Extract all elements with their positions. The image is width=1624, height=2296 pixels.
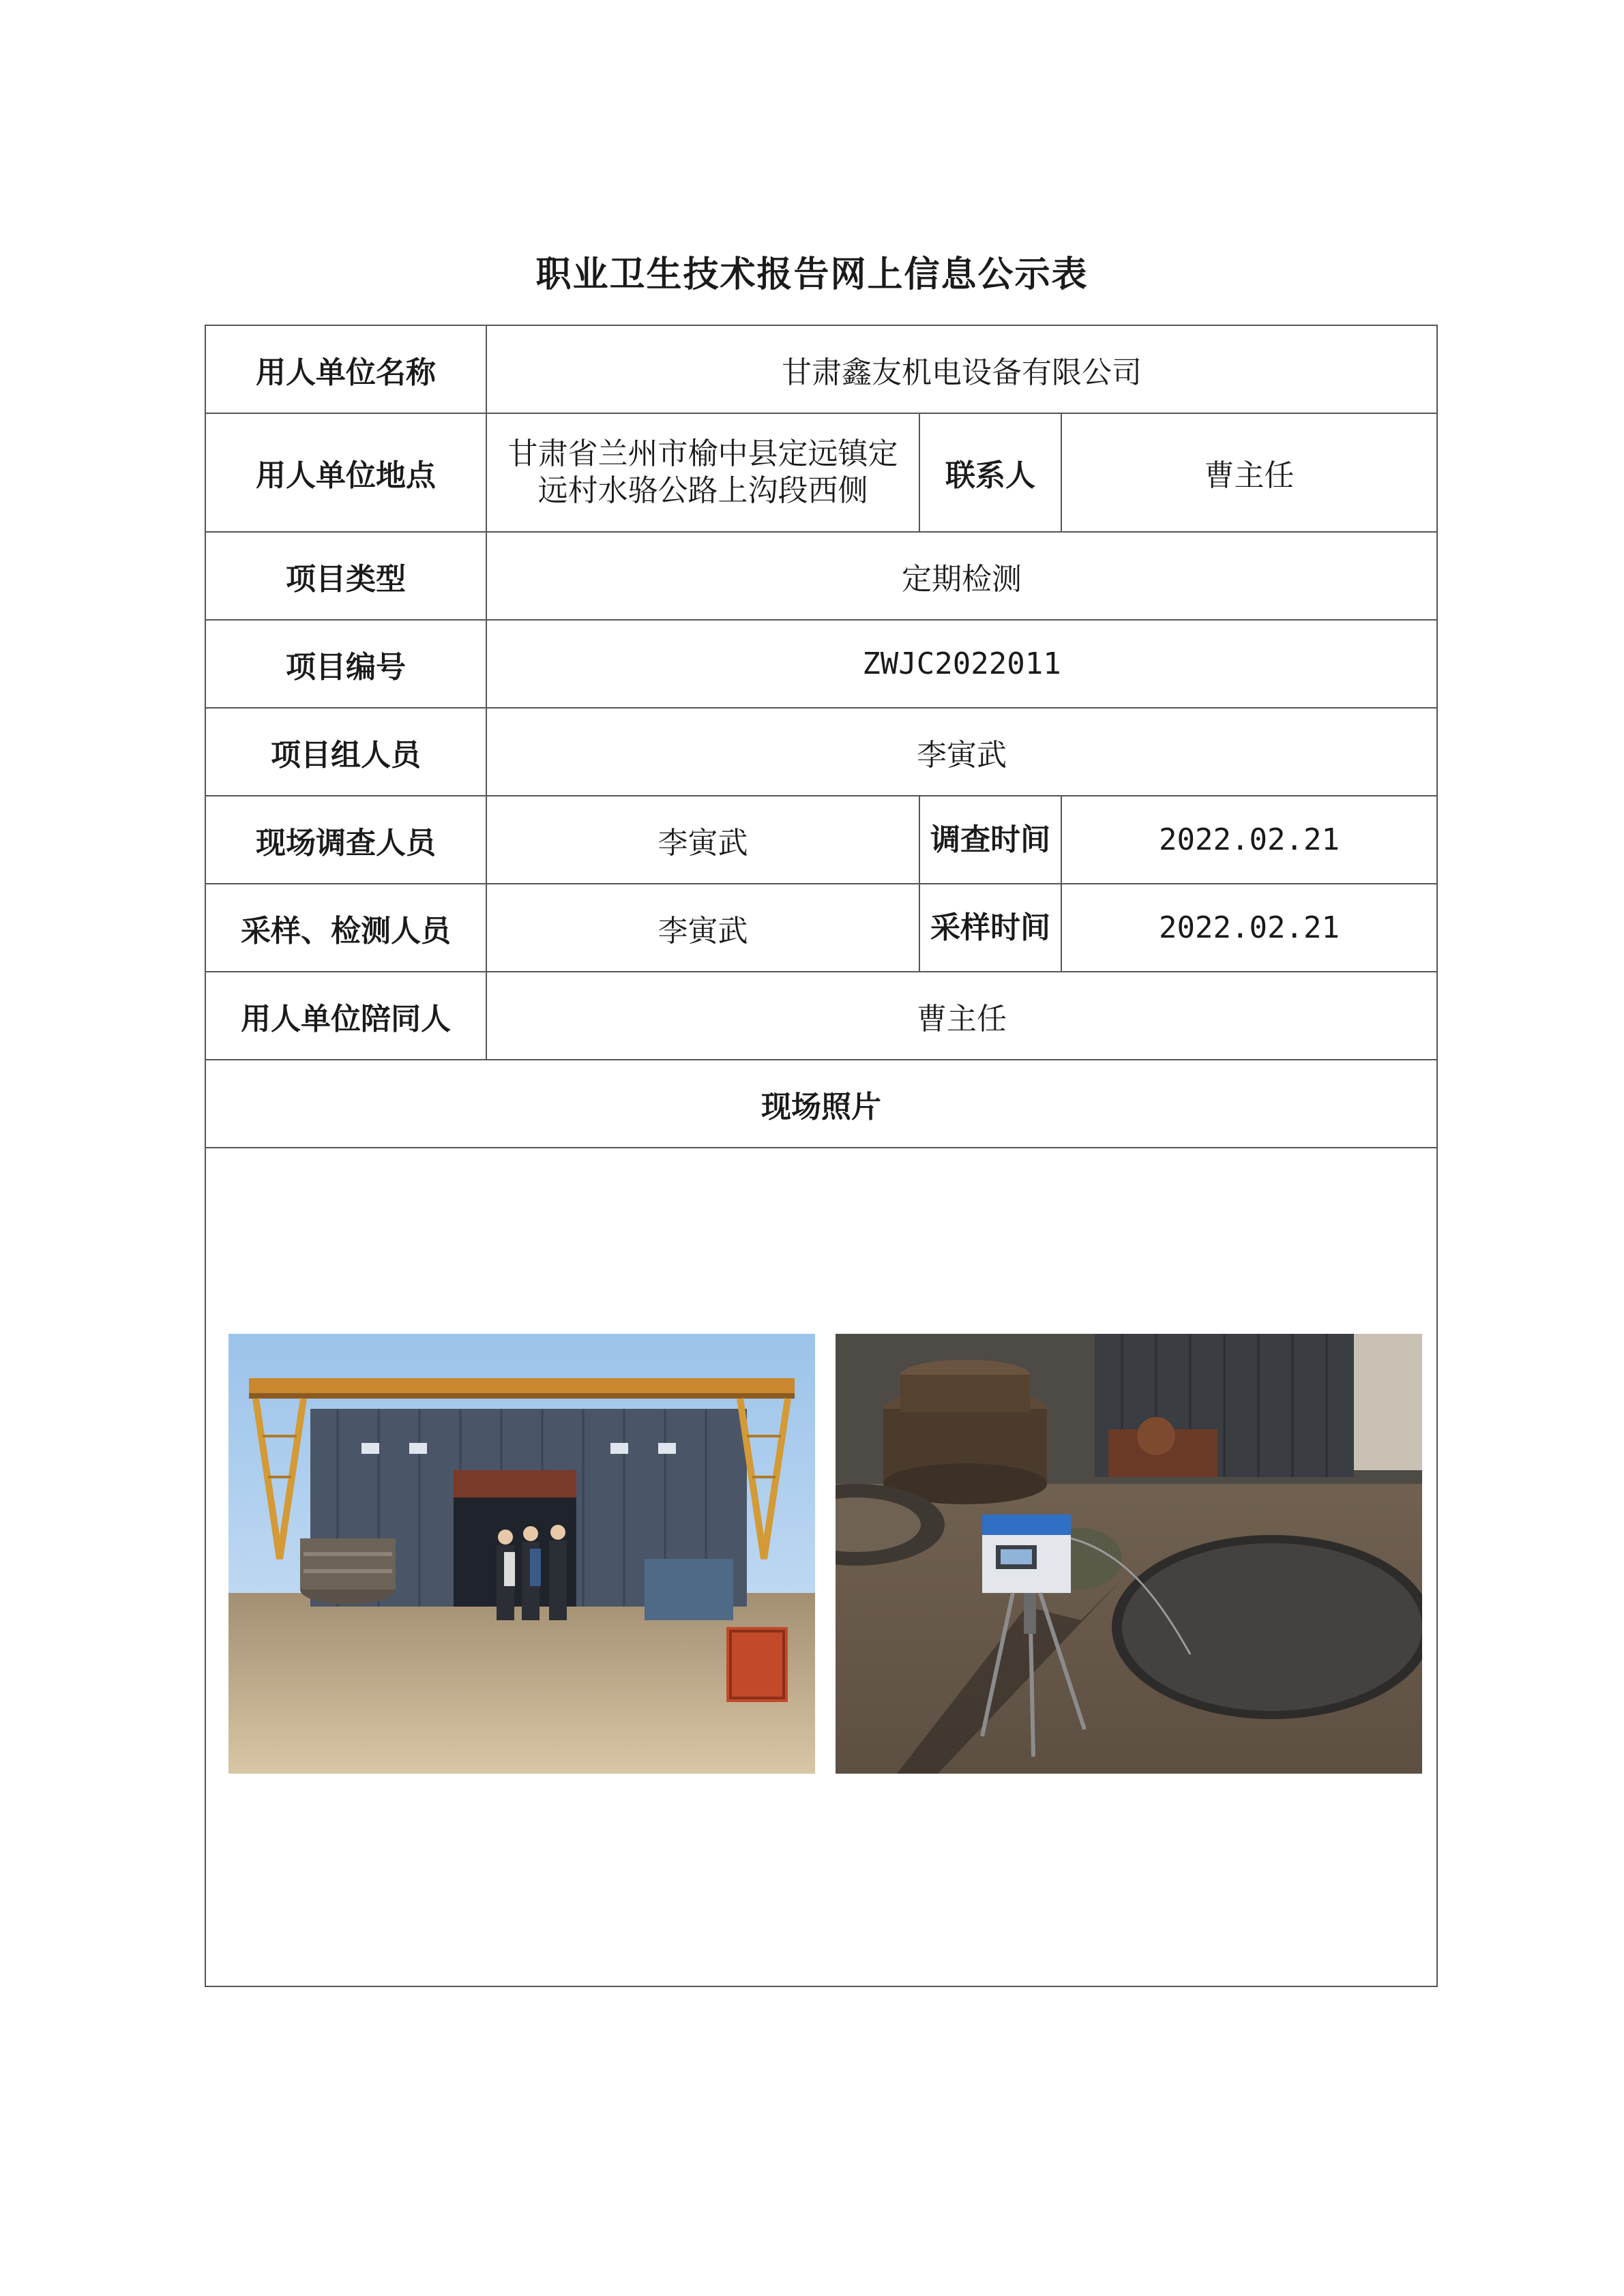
site-photo-sampling [836, 1334, 1422, 1774]
row-project-team [205, 708, 1437, 796]
site-photo-workshop [228, 1334, 815, 1774]
row-site-survey [205, 796, 1437, 884]
employer-name-label: 用人单位名称 [205, 325, 486, 413]
sampling-photo-image [836, 1334, 1422, 1774]
project-type-label: 项目类型 [205, 532, 486, 620]
sampling-time-value: 2022.02.21 [1061, 884, 1437, 972]
project-type-value: 定期检测 [486, 532, 1437, 620]
photos-cell [205, 1148, 1437, 1986]
site-survey-label: 现场调查人员 [205, 796, 486, 884]
escort-label: 用人单位陪同人 [205, 972, 486, 1060]
employer-name-value: 甘肃鑫友机电设备有限公司 [486, 325, 1437, 413]
survey-time-value: 2022.02.21 [1061, 796, 1437, 884]
page-title: 职业卫生技术报告网上信息公示表 [535, 254, 1089, 295]
contact-label: 联系人 [919, 413, 1061, 532]
employer-address-value: 甘肃省兰州市榆中县定远镇定远村水骆公路上沟段西侧 [486, 413, 919, 532]
site-survey-value: 李寅武 [486, 796, 919, 884]
escort-value: 曹主任 [486, 972, 1437, 1060]
employer-address-label: 用人单位地点 [205, 413, 486, 532]
sampling-time-label: 采样时间 [919, 884, 1061, 972]
row-project-type [205, 532, 1437, 620]
sampling-label: 采样、检测人员 [205, 884, 486, 972]
contact-value: 曹主任 [1061, 413, 1437, 532]
project-team-value: 李寅武 [486, 708, 1437, 796]
row-escort [205, 972, 1437, 1060]
info-table [205, 325, 1438, 1987]
workshop-photo-image [228, 1334, 815, 1774]
row-project-number [205, 620, 1437, 708]
photos-header: 现场照片 [205, 1060, 1437, 1148]
row-sampling [205, 884, 1437, 972]
sampling-value: 李寅武 [486, 884, 919, 972]
project-team-label: 项目组人员 [205, 708, 486, 796]
project-number-label: 项目编号 [205, 620, 486, 708]
row-photos [205, 1148, 1437, 1986]
row-employer-address [205, 413, 1437, 532]
project-number-value: ZWJC2022011 [486, 620, 1437, 708]
survey-time-label: 调查时间 [919, 796, 1061, 884]
row-employer-name [205, 325, 1437, 413]
row-photos-header [205, 1060, 1437, 1148]
